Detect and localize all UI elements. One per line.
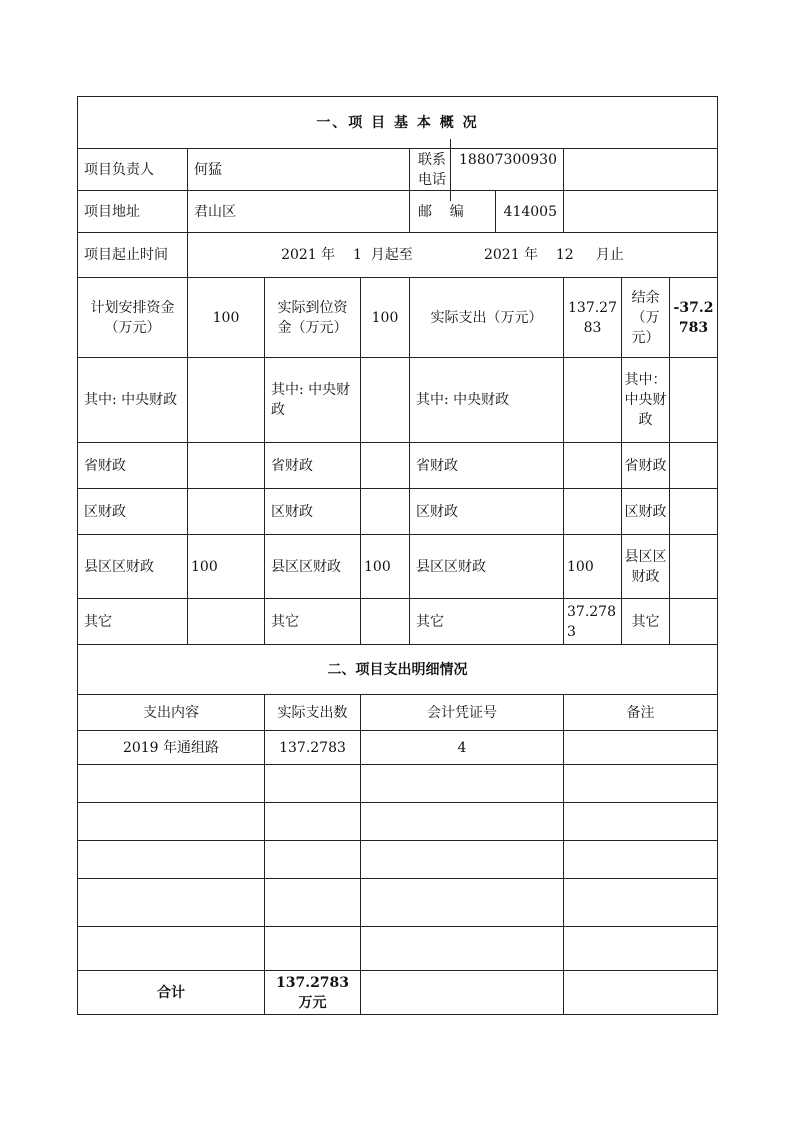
fund-source-label: 其中：中央财政 bbox=[622, 358, 670, 443]
detail-header-voucher: 会计凭证号 bbox=[361, 695, 564, 731]
detail-amount bbox=[265, 765, 361, 803]
fund-source-value bbox=[564, 443, 622, 489]
fund-source-value bbox=[564, 489, 622, 535]
balance-value: -37.2783 bbox=[670, 278, 718, 358]
fund-source-value bbox=[188, 443, 265, 489]
fund-source-value: 100 bbox=[564, 535, 622, 599]
fund-source-label: 区财政 bbox=[78, 489, 188, 535]
table-row bbox=[78, 841, 718, 879]
planned-funds-value: 100 bbox=[188, 278, 265, 358]
detail-voucher bbox=[361, 803, 564, 841]
fund-source-value bbox=[361, 489, 410, 535]
detail-content: 2019 年通组路 bbox=[78, 731, 265, 765]
total-note bbox=[564, 971, 718, 1015]
phone-value-spill bbox=[564, 149, 718, 191]
fund-source-label: 区财政 bbox=[622, 489, 670, 535]
detail-content bbox=[78, 803, 265, 841]
detail-header-content: 支出内容 bbox=[78, 695, 265, 731]
detail-content bbox=[78, 879, 265, 927]
fund-source-value: 100 bbox=[188, 535, 265, 599]
project-form-table bbox=[77, 96, 718, 1015]
planned-funds-label: 计划安排资金（万元） bbox=[78, 278, 188, 358]
detail-voucher: 4 bbox=[361, 731, 564, 765]
detail-voucher bbox=[361, 927, 564, 971]
actual-arrival-label: 实际到位资金（万元） bbox=[265, 278, 361, 358]
detail-note bbox=[564, 731, 718, 765]
postcode-label: 邮 编 bbox=[418, 191, 496, 233]
phone-label bbox=[410, 149, 564, 191]
fund-source-value: 100 bbox=[361, 535, 410, 599]
fund-source-label: 其它 bbox=[410, 599, 564, 645]
fund-source-label: 其它 bbox=[78, 599, 188, 645]
table-row bbox=[78, 731, 718, 765]
total-label: 合计 bbox=[78, 971, 265, 1015]
detail-header-amount: 实际支出数 bbox=[265, 695, 361, 731]
detail-amount bbox=[265, 879, 361, 927]
detail-voucher bbox=[361, 879, 564, 927]
fund-source-label: 县区区财政 bbox=[410, 535, 564, 599]
fund-source-value bbox=[361, 358, 410, 443]
detail-amount: 137.2783 bbox=[265, 731, 361, 765]
fund-source-label: 其中: 中央财政 bbox=[410, 358, 564, 443]
address-label: 项目地址 bbox=[78, 191, 188, 233]
detail-note bbox=[564, 803, 718, 841]
detail-note bbox=[564, 927, 718, 971]
total-voucher bbox=[361, 971, 564, 1015]
detail-voucher bbox=[361, 841, 564, 879]
fund-source-value bbox=[188, 489, 265, 535]
detail-content bbox=[78, 927, 265, 971]
fund-source-label: 省财政 bbox=[622, 443, 670, 489]
period-value: 2021 年 1 月起至 2021 年 12 月止 bbox=[188, 233, 718, 278]
actual-spend-value: 137.2783 bbox=[564, 278, 622, 358]
detail-voucher bbox=[361, 765, 564, 803]
table-row bbox=[78, 803, 718, 841]
fund-source-label: 县区区财政 bbox=[78, 535, 188, 599]
section1-title: 一、项 目 基 本 概 况 bbox=[78, 97, 718, 149]
detail-note bbox=[564, 841, 718, 879]
actual-spend-label: 实际支出（万元） bbox=[410, 278, 564, 358]
table-row bbox=[78, 879, 718, 927]
fund-source-label: 区财政 bbox=[265, 489, 361, 535]
period-label: 项目起止时间 bbox=[78, 233, 188, 278]
fund-source-value bbox=[670, 489, 718, 535]
fund-source-label: 县区区财政 bbox=[265, 535, 361, 599]
detail-amount bbox=[265, 841, 361, 879]
detail-content bbox=[78, 841, 265, 879]
postcode-value-spill bbox=[564, 191, 718, 233]
fund-source-label: 区财政 bbox=[410, 489, 564, 535]
fund-source-value: 37.2783 bbox=[564, 599, 622, 645]
table-row bbox=[78, 927, 718, 971]
fund-source-value bbox=[188, 358, 265, 443]
fund-source-label: 其中: 中央财政 bbox=[265, 358, 361, 443]
detail-note bbox=[564, 765, 718, 803]
fund-source-value bbox=[670, 358, 718, 443]
table-row bbox=[78, 765, 718, 803]
fund-source-label: 其中: 中央财政 bbox=[78, 358, 188, 443]
detail-amount bbox=[265, 927, 361, 971]
fund-source-value bbox=[670, 599, 718, 645]
fund-source-value bbox=[670, 535, 718, 599]
fund-source-label: 其它 bbox=[622, 599, 670, 645]
fund-source-label: 其它 bbox=[265, 599, 361, 645]
total-value: 137.2783 万元 bbox=[265, 971, 361, 1015]
actual-arrival-value: 100 bbox=[361, 278, 410, 358]
manager-label: 项目负责人 bbox=[78, 149, 188, 191]
phone-label-text: 联系电话 bbox=[418, 139, 451, 201]
postcode-value: 414005 bbox=[503, 203, 557, 220]
balance-label: 结余（万元） bbox=[622, 278, 670, 358]
detail-content bbox=[78, 765, 265, 803]
detail-amount bbox=[265, 803, 361, 841]
fund-source-value bbox=[670, 443, 718, 489]
fund-source-value bbox=[361, 599, 410, 645]
fund-source-label: 省财政 bbox=[78, 443, 188, 489]
fund-source-value bbox=[361, 443, 410, 489]
fund-source-label: 县区区财政 bbox=[622, 535, 670, 599]
fund-source-value bbox=[188, 599, 265, 645]
fund-source-value bbox=[564, 358, 622, 443]
postcode-cell bbox=[410, 191, 564, 233]
detail-header-note: 备注 bbox=[564, 695, 718, 731]
fund-source-label: 省财政 bbox=[265, 443, 361, 489]
phone-value: 18807300930 bbox=[459, 151, 557, 168]
fund-source-label: 省财政 bbox=[410, 443, 564, 489]
detail-note bbox=[564, 879, 718, 927]
section2-title: 二、项目支出明细情况 bbox=[78, 645, 718, 695]
address-value: 君山区 bbox=[188, 191, 410, 233]
manager-value: 何猛 bbox=[188, 149, 410, 191]
